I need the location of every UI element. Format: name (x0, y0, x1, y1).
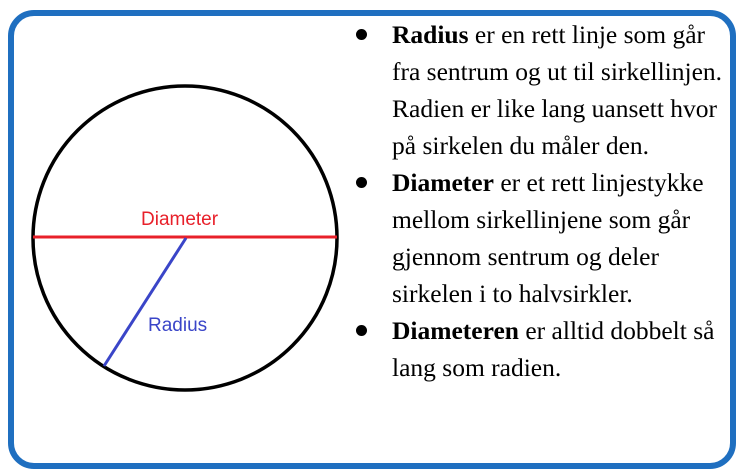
definition-list (352, 16, 730, 386)
definition-item-diameter-relation (352, 312, 730, 386)
definition-text: er alltid dobbelt så lang som radien. (392, 316, 715, 382)
definition-term: Diameteren (392, 316, 519, 345)
definition-item-diameter (352, 164, 730, 312)
bullet-icon (356, 325, 367, 336)
definition-term: Diameter (392, 168, 494, 197)
bullet-icon (356, 177, 367, 188)
definition-term: Radius (392, 20, 469, 49)
definition-item-radius (352, 16, 730, 164)
diameter-label: Diameter (141, 209, 219, 230)
radius-line (104, 238, 186, 366)
radius-label: Radius (148, 315, 208, 336)
definition-text: er en rett linje som går fra sentrum og ut til sirkellinjen. Radien er like lang uansett hvor på sirkelen du måler den. (392, 20, 723, 160)
bullet-icon (356, 29, 367, 40)
definition-text: er et rett linjestykke mellom sirkellinjene som går gjennom sentrum og deler sirkelen i to halvsirkler. (392, 168, 704, 308)
